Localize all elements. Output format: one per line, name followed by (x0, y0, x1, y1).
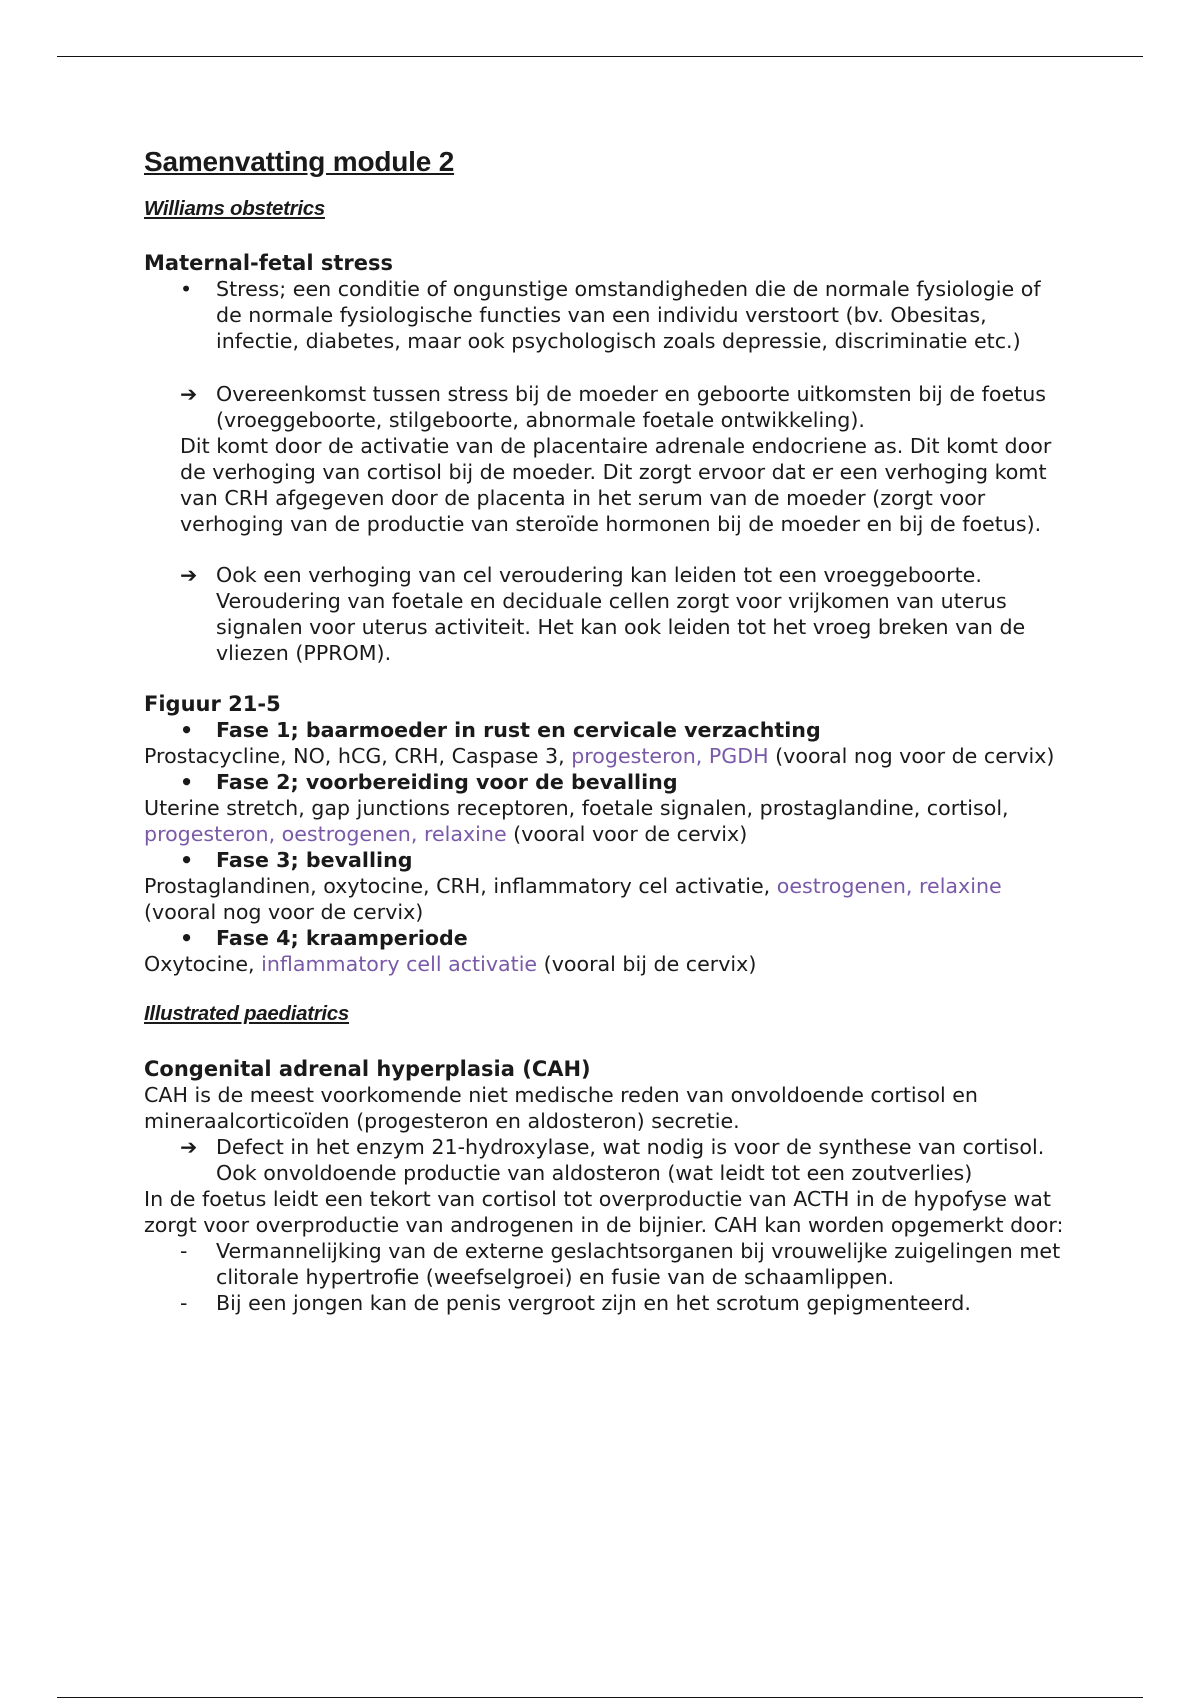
arrow-text: Defect in het enzym 21-hydroxylase, wat nodig is voor de synthese van cortisol. Ook onvoldoende productie van aldosteron (wat leidt tot een zoutverlies) (216, 1135, 1045, 1185)
phase-title-text: Fase 3; bevalling (216, 848, 413, 872)
dash-item-jongen (144, 1290, 1064, 1316)
bullet-icon: • (180, 770, 194, 794)
heading-figuur: Figuur 21-5 (144, 692, 281, 716)
dash-icon: - (180, 1239, 188, 1263)
arrow-right-icon: ➔ (180, 1135, 198, 1159)
phase-highlight: progesteron, oestrogenen, relaxine (144, 822, 507, 846)
phase-4-title (144, 925, 1064, 951)
header-rule (57, 56, 1143, 57)
phase-1-text (144, 743, 1064, 769)
phase-text: Prostacycline, NO, hCG, CRH, Caspase 3, (144, 744, 572, 768)
phase-3-text (144, 873, 1064, 925)
arrow-text: Ook een verhoging van cel veroudering kan leiden tot een vroeggeboorte. Veroudering van foetale en deciduale cellen zorgt voor vrijkomen van uterus signalen voor uterus activiteit. Het kan ook leiden tot het vroeg breken van de vliezen (PPROM). (216, 563, 1026, 665)
phase-1-title (144, 717, 1064, 743)
heading-maternal-fetal-stress: Maternal-fetal stress (144, 251, 393, 275)
bullet-icon: • (180, 848, 194, 872)
phase-highlight: oestrogenen, relaxine (776, 874, 1002, 898)
phase-title-text: Fase 1; baarmoeder in rust en cervicale verzachting (216, 718, 821, 742)
dash-icon: - (180, 1291, 188, 1315)
bullet-text: Stress; een conditie of ongunstige omstandigheden die de normale fysiologie of de normale fysiologische functies van een individu verstoort (bv. Obesitas, infectie, diabetes, maar ook psychologisch zoals depressie, discriminatie etc.) (216, 277, 1041, 353)
footer-rule (57, 1697, 1143, 1698)
book-title-williams: Williams obstetrics (144, 197, 325, 220)
arrow-right-icon: ➔ (180, 382, 198, 406)
phase-title-text: Fase 2; voorbereiding voor de bevalling (216, 770, 678, 794)
phase-3-title (144, 847, 1064, 873)
page-title: Samenvatting module 2 (144, 146, 455, 177)
heading-cah: Congenital adrenal hyperplasia (CAH) (144, 1057, 591, 1081)
arrow-item-defect (144, 1134, 1064, 1186)
arrow-right-icon: ➔ (180, 563, 198, 587)
phase-2-title (144, 769, 1064, 795)
bullet-icon: • (180, 926, 194, 950)
phase-text: Oxytocine, (144, 952, 262, 976)
arrow-text: Overeenkomst tussen stress bij de moeder en geboorte uitkomsten bij de foetus (vroeggeboorte, stilgeboorte, abnormale foetale ontwikkeling). (216, 382, 1046, 432)
dash-text: Vermannelijking van de externe geslachtsorganen bij vrouwelijke zuigelingen met clitorale hypertrofie (weefselgroei) en fusie van de schaamlippen. (216, 1239, 1061, 1289)
phase-4-text (144, 951, 1064, 977)
phase-highlight: inflammatory cell activatie (261, 952, 538, 976)
bullet-icon: • (180, 277, 193, 301)
dash-item-vermannelijking (144, 1238, 1064, 1290)
paragraph-foetus: In de foetus leidt een tekort van cortisol tot overproductie van ACTH in de hypofyse wat zorgt voor overproductie van androgenen in de bijnier. CAH kan worden opgemerkt door: (144, 1187, 1064, 1237)
bullet-item-stress (144, 276, 1064, 354)
arrow-item-overeenkomst (144, 381, 1064, 433)
phase-text: Prostaglandinen, oxytocine, CRH, inflammatory cel activatie, (144, 874, 777, 898)
paragraph-activatie: Dit komt door de activatie van de placentaire adrenale endocriene as. Dit komt door de verhoging van cortisol bij de moeder. Dit zorgt ervoor dat er een verhoging komt van CRH afgegeven door de placenta in het serum van de moeder (zorgt voor verhoging van de productie van steroïde hormonen bij de moeder en bij de foetus). (180, 434, 1052, 536)
document-body (144, 142, 1064, 1316)
bullet-icon: • (180, 718, 194, 742)
phase-text-after: (vooral bij de cervix) (537, 952, 757, 976)
phase-highlight: progesteron, PGDH (571, 744, 769, 768)
phase-text-after: (vooral nog voor de cervix) (768, 744, 1055, 768)
book-title-paediatrics: Illustrated paediatrics (144, 1002, 350, 1025)
phase-2-text (144, 795, 1064, 847)
dash-text: Bij een jongen kan de penis vergroot zijn en het scrotum gepigmenteerd. (216, 1291, 971, 1315)
phase-text-after: (vooral nog voor de cervix) (144, 900, 424, 924)
arrow-item-celveroudering (144, 562, 1064, 666)
paragraph-cah-intro: CAH is de meest voorkomende niet medische reden van onvoldoende cortisol en mineraalcorticoïden (progesteron en aldosteron) secretie. (144, 1083, 978, 1133)
phase-title-text: Fase 4; kraamperiode (216, 926, 468, 950)
phase-text: Uterine stretch, gap junctions receptoren, foetale signalen, prostaglandine, cortisol, (144, 796, 1009, 820)
phase-text-after: (vooral voor de cervix) (506, 822, 748, 846)
